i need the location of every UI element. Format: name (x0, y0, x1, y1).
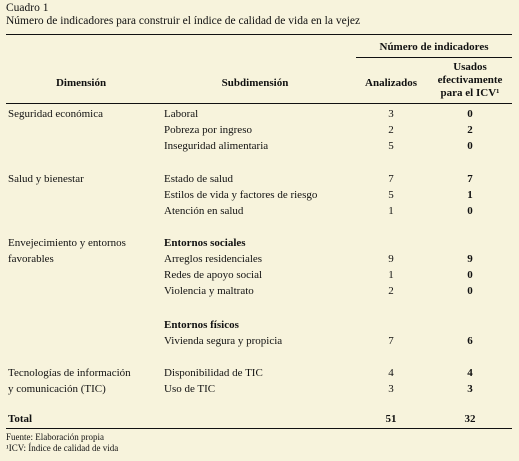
subdimension-label: Disponibilidad de TIC (164, 367, 263, 379)
subdimension-label: Redes de apoyo social (164, 269, 263, 281)
header-used-line3: para el ICV¹ (440, 87, 500, 99)
analyzed-value: 5 (388, 140, 394, 152)
used-value: 0 (467, 205, 473, 217)
source-note: Fuente: Elaboración propia (6, 432, 104, 442)
analyzed-value: 1 (388, 205, 394, 217)
used-value: 1 (467, 189, 473, 201)
dimension-label: Salud y bienestar (8, 173, 84, 185)
dimension-label: y comunicación (TIC) (8, 383, 106, 395)
analyzed-value: 2 (388, 285, 394, 297)
analyzed-value: 9 (388, 253, 394, 265)
abbreviation-note: ¹ICV: Índice de calidad de vida (6, 443, 119, 453)
table-label: Cuadro 1 (6, 2, 49, 14)
subdimension-label: Estilos de vida y factores de riesgo (164, 189, 318, 201)
subdimension-label: Estado de salud (164, 173, 234, 185)
top-rule (6, 34, 512, 35)
subdimension-label: Inseguridad alimentaria (164, 140, 269, 152)
used-value: 0 (467, 269, 473, 281)
used-value: 6 (467, 335, 473, 347)
analyzed-value: 4 (388, 367, 394, 379)
header-analyzed: Analizados (365, 77, 417, 89)
subdimension-label: Arreglos residenciales (164, 253, 263, 265)
table-title: Número de indicadores para construir el índice de calidad de vida en la vejez (6, 15, 361, 27)
total-label: Total (8, 413, 33, 425)
analyzed-value: 1 (388, 269, 394, 281)
analyzed-value: 5 (388, 189, 394, 201)
subdimension-label: Vivienda segura y propicia (164, 335, 283, 347)
used-value: 2 (467, 124, 473, 136)
used-value: 0 (467, 140, 473, 152)
header-used-line1: Usados (453, 61, 487, 73)
dimension-label: Tecnologías de información (8, 367, 131, 379)
used-value: 7 (467, 173, 473, 185)
header-dimension: Dimensión (55, 77, 107, 89)
subgroup-heading: Entornos físicos (164, 319, 239, 331)
subdimension-label: Pobreza por ingreso (164, 124, 252, 136)
analyzed-value: 7 (388, 173, 394, 185)
used-value: 9 (467, 253, 473, 265)
subdimension-label: Violencia y maltrato (164, 285, 254, 297)
analyzed-value: 2 (388, 124, 394, 136)
header-group: Número de indicadores (379, 41, 489, 53)
total-used: 32 (464, 413, 476, 425)
header-rule (6, 103, 512, 104)
analyzed-value: 3 (388, 108, 394, 120)
analyzed-value: 7 (388, 335, 394, 347)
analyzed-value: 3 (388, 383, 394, 395)
subdimension-label: Uso de TIC (164, 383, 216, 395)
subdimension-label: Atención en salud (164, 205, 244, 217)
used-value: 4 (467, 367, 473, 379)
used-value: 3 (467, 383, 473, 395)
subgroup-heading: Entornos sociales (164, 237, 246, 249)
dimension-label: Envejecimiento y entornos (8, 237, 126, 249)
bottom-rule (6, 428, 512, 429)
used-value: 0 (467, 285, 473, 297)
dimension-label: favorables (8, 253, 54, 265)
total-analyzed: 51 (385, 413, 397, 425)
subdimension-label: Laboral (164, 108, 199, 120)
used-value: 0 (467, 108, 473, 120)
header-subdimension: Subdimensión (221, 77, 289, 89)
dimension-label: Seguridad económica (8, 108, 103, 120)
header-used-line2: efectivamente (437, 74, 503, 86)
group-rule (356, 57, 512, 58)
